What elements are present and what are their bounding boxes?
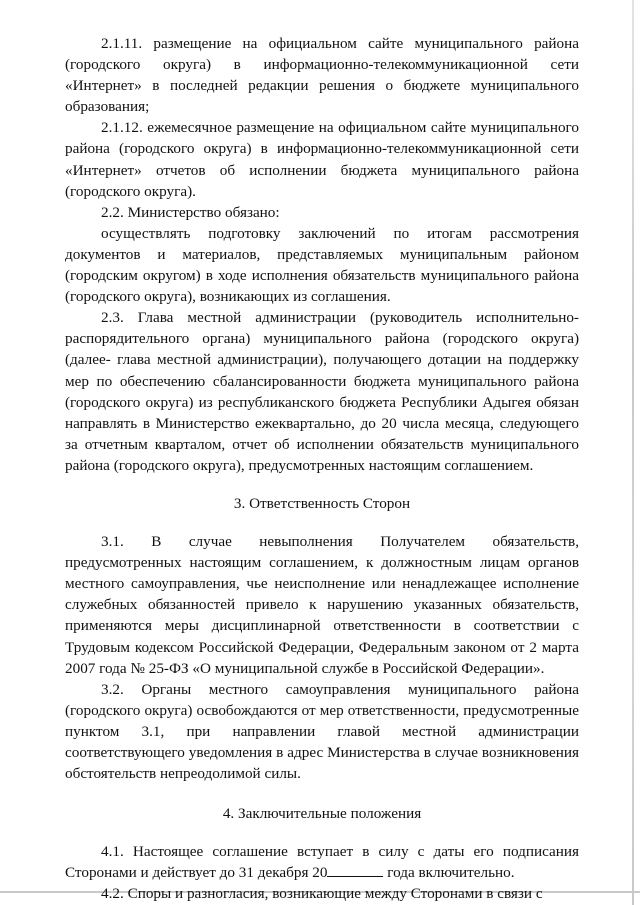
- paragraph-4-1-end: года включительно.: [383, 864, 515, 882]
- paragraph-2-2-text: осуществлять подготовку заключений по итогам рассмотрения документов и материалов, представляемых муниципальным районом (городским округом) в ходе исполнения обязательств муниципального района (городского округа), возникающих из соглашения.: [65, 224, 579, 306]
- paragraph-2-1-12: 2.1.12. ежемесячное размещение на официальном сайте муниципального района (городского округа) в информационно-телекоммуникационной сети «Интернет» отчетов об исполнении бюджета муниципального района (городского округа).: [65, 119, 579, 200]
- scan-edge-right: [632, 0, 634, 905]
- spacer: [65, 824, 579, 841]
- document-body: [65, 33, 579, 905]
- section-heading-4: 4. Заключительные положения: [222, 805, 422, 823]
- paragraph-2-1-11: 2.1.11. размещение на официальном сайте муниципального района (городского округа) в информационно-телекоммуникационной сети «Интернет» в последней редакции решения о бюджете муниципального образования;: [65, 35, 579, 116]
- spacer: [65, 784, 579, 803]
- paragraph-4-1-start: 4.1. Настоящее соглашение вступает в силу с даты его подписания Сторонами и действует до 31 декабря 20: [65, 843, 579, 882]
- paragraph-4-2: 4.2. Споры и разногласия, возникающие между Сторонами в связи с: [101, 885, 543, 903]
- paragraph-2-2: 2.2. Министерство обязано:: [101, 203, 280, 221]
- spacer: [65, 476, 579, 493]
- section-heading-3: 3. Ответственность Сторон: [233, 494, 411, 512]
- paragraph-4-1: [65, 841, 579, 883]
- paragraph-2-3: 2.3. Глава местной администрации (руководитель исполнительно-распорядительного органа) муниципального района (городского округа) (далее- глава местной администрации), получающего дотации на поддержку мер по обеспечению сбалансированности бюджета муниципального района (городского округа) из республиканского бюджета Республики Адыгея обязан направлять в Министерство ежеквартально, до 20 числа месяца, следующего за отчетным кварталом, отчет об исполнении обязательств муниципального района (городского округа), предусмотренных настоящим соглашением.: [65, 309, 579, 474]
- spacer: [65, 514, 579, 531]
- paragraph-3-2: 3.2. Органы местного самоуправления муниципального района (городского округа) освобождаются от мер ответственности, предусмотренные пунктом 3.1, при направлении главой местной администрации соответствующего уведомления в адрес Министерства в случае возникновения обстоятельств непреодолимой силы.: [65, 680, 579, 783]
- year-blank-line: [327, 863, 383, 877]
- paragraph-3-1: 3.1. В случае невыполнения Получателем обязательств, предусмотренных настоящим соглашением, к должностным лицам органов местного самоуправления, чье неисполнение или ненадлежащее исполнение служебных обязанностей привело к нарушению указанных обязательств, применяются меры дисциплинарной ответственности в соответствии с Трудовым кодексом Российской Федерации, Федеральным законом от 2 марта 2007 года № 25-ФЗ «О муниципальной службе в Российской Федерации».: [65, 533, 579, 677]
